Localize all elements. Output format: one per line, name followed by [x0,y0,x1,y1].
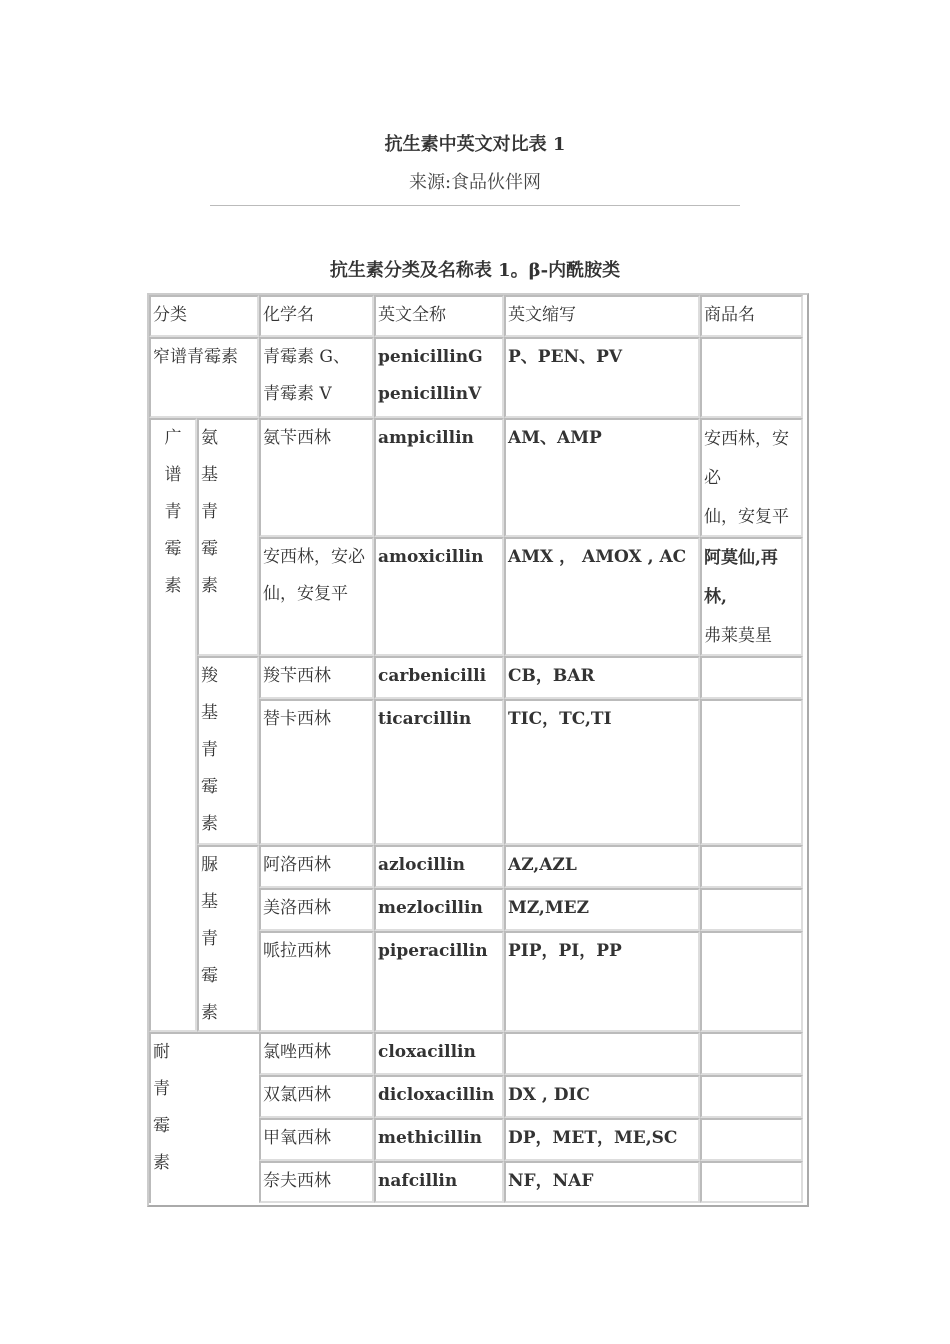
category-narrow: 窄谱青霉素 [149,337,259,418]
trade-name: 林, [704,587,727,607]
trade-name-cell [700,418,803,537]
trade-name [700,1118,803,1161]
abbreviation [504,1032,700,1075]
english-name: ticarcillin [374,699,504,845]
trade-name-cell [700,537,803,656]
abbreviation: CB，BAR [504,656,700,699]
category-char: 青 [164,502,182,522]
category-char: 谱 [164,465,182,485]
english-name: ampicillin [374,418,504,537]
abbreviation: DX , DIC [504,1075,700,1118]
english-name: dicloxacillin [374,1075,504,1118]
category-resistant [149,1032,259,1203]
abbreviation: PIP，PI，PP [504,931,700,1032]
abbreviation: NF，NAF [504,1161,700,1203]
english-name: amoxicillin [374,537,504,656]
english-name: penicillinG [378,347,483,367]
english-name: mezlocillin [374,888,504,931]
category-char: 素 [164,576,182,596]
category-char: 耐 [153,1042,170,1062]
subcategory-char: 霉 [201,966,218,986]
subcategory-char: 青 [201,929,218,949]
subcategory-char: 青 [201,502,218,522]
abbreviation: TIC，TC,TI [504,699,700,845]
english-name: carbenicilli [374,656,504,699]
chem-name: 氨苄西林 [259,418,374,537]
english-name: nafcillin [374,1161,504,1203]
trade-name [700,1032,803,1075]
subcategory-char: 素 [201,814,218,834]
abbreviation: AM、AMP [504,418,700,537]
subcategory-char: 霉 [201,539,218,559]
chem-name-cell [259,337,374,418]
category-char: 青 [153,1079,170,1099]
subcategory-char: 氨 [201,428,218,448]
header-chem-name: 化学名 [259,295,374,337]
document-source: 来源:食品伙伴网 [408,172,542,193]
horizontal-rule [210,205,740,206]
chem-name-cell [259,537,374,656]
chem-name: 双氯西林 [259,1075,374,1118]
trade-name [700,845,803,888]
trade-name: 阿莫仙,再 [704,548,778,568]
english-name: penicillinV [378,384,482,404]
header-abbreviation: 英文缩写 [504,295,700,337]
abbreviation: AZ,AZL [504,845,700,888]
abbreviation: DP，MET，ME,SC [504,1118,700,1161]
trade-name: 必 [704,468,721,488]
chem-name: 美洛西林 [259,888,374,931]
english-name: piperacillin [374,931,504,1032]
category-char: 霉 [153,1116,170,1136]
category-char: 广 [164,428,182,448]
english-name: methicillin [374,1118,504,1161]
trade-name [700,1161,803,1203]
document-title: 抗生素中英文对比表 1 [384,134,566,155]
subcategory-urea [197,845,259,1032]
trade-name: 安西林，安 [704,429,789,449]
english-name: cloxacillin [374,1032,504,1075]
trade-name [700,656,803,699]
chem-name: 仙，安复平 [263,584,348,604]
chem-name: 羧苄西林 [259,656,374,699]
trade-name [700,1075,803,1118]
subcategory-char: 基 [201,465,218,485]
subcategory-char: 基 [201,703,218,723]
chem-name: 阿洛西林 [259,845,374,888]
category-char: 素 [153,1153,170,1173]
chem-name: 氯唑西林 [259,1032,374,1075]
trade-name: 仙，安复平 [704,507,789,527]
chem-name: 青霉素 G、 [263,347,350,367]
table-title: 抗生素分类及名称表 1。β-内酰胺类 [329,260,621,281]
subcategory-char: 脲 [201,855,218,875]
abbreviation: MZ,MEZ [504,888,700,931]
category-broad [149,418,197,1032]
subcategory-char: 素 [201,1003,218,1023]
chem-name: 哌拉西林 [259,931,374,1032]
trade-name [700,699,803,845]
category-char: 霉 [164,539,182,559]
subcategory-carboxy [197,656,259,845]
chem-name: 奈夫西林 [259,1161,374,1203]
trade-name [700,888,803,931]
subcategory-amino [197,418,259,656]
trade-name [700,337,803,418]
subcategory-char: 羧 [201,666,218,686]
subcategory-char: 素 [201,576,218,596]
trade-name: 弗莱莫星 [704,626,772,646]
subcategory-char: 霉 [201,777,218,797]
subcategory-char: 基 [201,892,218,912]
header-category: 分类 [149,295,259,337]
abbreviation: P、PEN、PV [504,337,700,418]
antibiotic-table [147,293,809,1207]
abbreviation: AMX ， AMOX , AC [504,537,700,656]
header-english-name: 英文全称 [374,295,504,337]
subcategory-char: 青 [201,740,218,760]
chem-name: 安西林，安必 [263,547,365,567]
chem-name: 甲氧西林 [259,1118,374,1161]
chem-name: 青霉素 V [263,384,332,404]
english-name: azlocillin [374,845,504,888]
english-name-cell [374,337,504,418]
chem-name: 替卡西林 [259,699,374,845]
header-trade-name: 商品名 [700,295,803,337]
trade-name [700,931,803,1032]
